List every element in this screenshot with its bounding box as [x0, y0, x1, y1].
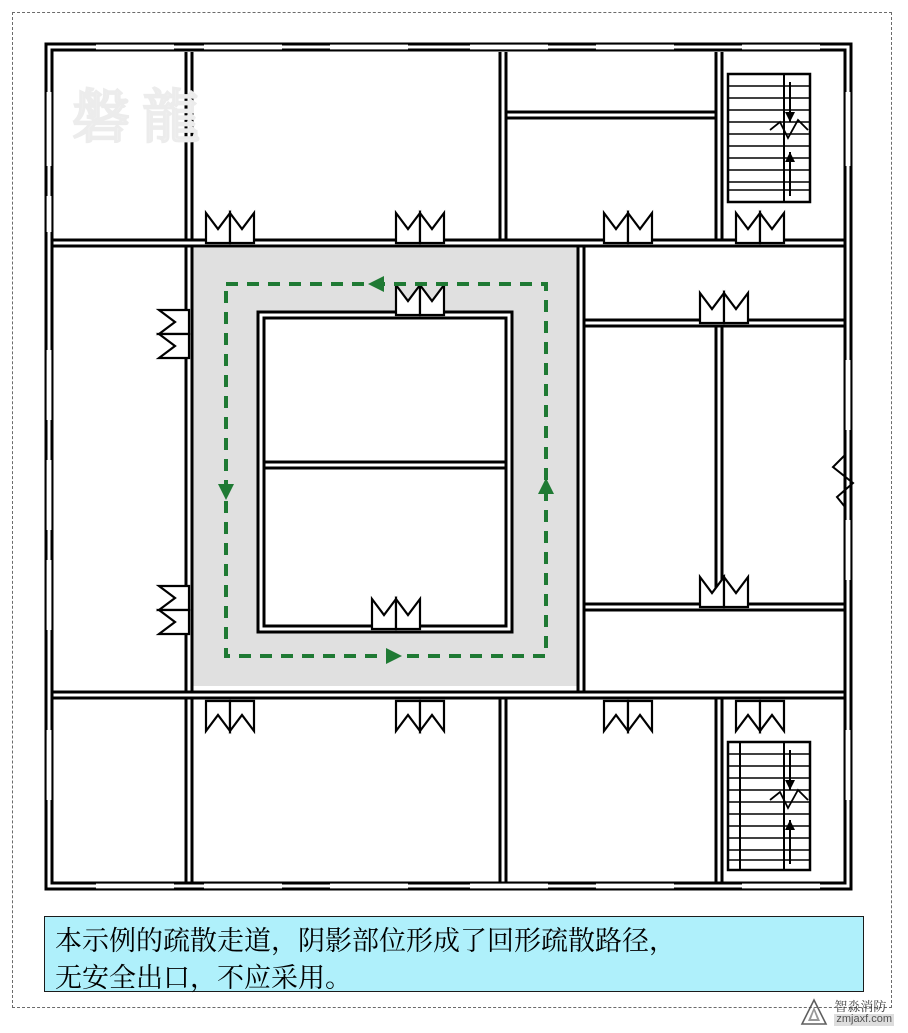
stair-lower-right: [728, 742, 810, 870]
stair-upper-right: [728, 74, 810, 202]
site-url: zmjaxf.com: [836, 1013, 892, 1026]
door-symbol: [700, 577, 748, 607]
door-symbol: [396, 213, 444, 243]
caption-line-1: 本示例的疏散走道，阴影部位形成了回形疏散路径，: [55, 926, 676, 956]
door-symbol: [206, 701, 254, 731]
door-symbol: [736, 701, 784, 731]
door-symbol: [604, 701, 652, 731]
door-symbol: [700, 293, 748, 323]
drawing-watermark: 磐龍: [72, 85, 213, 150]
door-symbol: [396, 701, 444, 731]
door-symbol: [159, 586, 189, 634]
caption-line-2: 无安全出口，不应采用。: [55, 963, 352, 993]
site-watermark: [799, 998, 894, 1028]
flame-logo-icon: [799, 998, 829, 1028]
door-symbol: [159, 310, 189, 358]
caption-box: [44, 916, 864, 992]
door-symbol: [604, 213, 652, 243]
door-symbol: [206, 213, 254, 243]
site-name: 智淼消防: [834, 999, 887, 1015]
door-symbol: [736, 213, 784, 243]
